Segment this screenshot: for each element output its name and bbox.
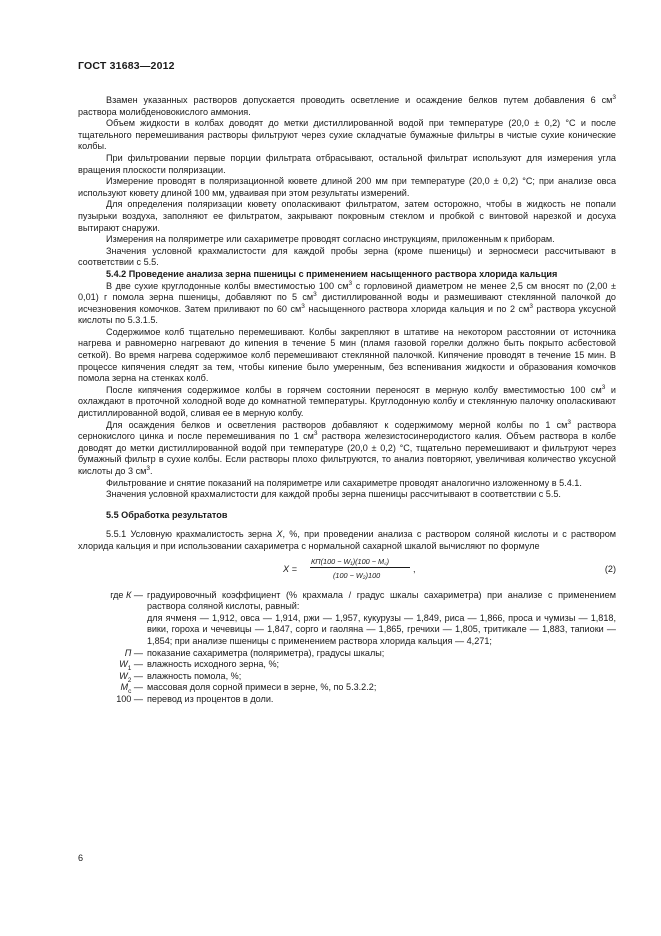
where-item: $W_2$ — влажность помола, %; [119,670,242,684]
formula-number: (2) [604,563,616,574]
page-number: 6 [78,853,84,863]
paragraph: Взамен указанных растворов допускается проводить осветление и осаждение белков путем добавления 6 $см^3$ раствора молибденовокислого аммония. [78,93,616,117]
where-item: П — показание сахариметра (поляриметра), градусы шкалы; [124,647,385,658]
paragraph: Значения условной крахмалистости для каждой пробы зерна пшеницы рассчитывают в соответствии с 5.5. [106,489,561,500]
paragraph: Значения условной крахмалистости для каждой пробы зерна (кроме пшеницы) и зерносмеси рассчитывают в соответствии с 5.5. [78,245,616,268]
document-body [78,95,616,706]
paragraph: При фильтровании первые порции фильтрата отбрасывают, остальной фильтрат используют для измерения угла вращения плоскости поляризации. [78,152,616,175]
where-k-values: для ячменя — 1,912, овса — 1,914, ржи — 1,957, кукурузы — 1,849, риса — 1,866, проса и чумизы — 1,818, вики, гороха и чечевицы — 1,847, сорго и гаоляна — 1,865, гречихи — 1,805, тритикале — 1,883, тапиоки — 1,854; при анализе пшеницы с применением раствора хлорида кальция — 4,271; [147,612,616,646]
formula-denominator: (100 − W₂)100 [333,570,381,580]
where-item: 100 — перевод из процентов в доли. [116,693,274,704]
where-item: $M_c$ — массовая доля сорной примеси в зерне, %, по 5.3.2.2; [120,682,377,696]
paragraph: Измерение проводят в поляризационной кювете длиной 200 мм при температуре (20,0 ± 0,2) °С; при анализе овса используют кювету длиной 100 мм, удваивая при этом результаты измерений. [78,176,616,198]
formula-lhs: X = [283,563,297,574]
document-header: ГОСТ 31683—2012 [78,60,175,72]
paragraph: Объем жидкости в колбах доводят до метки дистиллированной водой при температуре (20,0 ± 0,2) °С и после тщательного перемешивания растворы фильтруют через сухие складчатые бумажные фильтры в чистые сухие конические колбы. [78,118,616,152]
section-heading-5-4-2: 5.4.2 Проведение анализа зерна пшеницы с применением насыщенного раствора хлорида кальция [106,268,558,279]
formula-numerator: КП(100 − W₁)(100 − M꜀) [311,556,390,566]
paragraph: Для осаждения белков и осветления растворов добавляют к содержимому мерной колбы по 1 $см^3$ раствора сернокислого цинка и после перемешивания по 1 $см^3$ раствора железистосинеродистого калия. Объем раствора в колбе доводят до метки дистиллированной водой при температуре (20,0 ± 0,2) °С, тщательно перемешивают и фильтруют через бумажный фильтр в сухие колбы. Если растворы плохо фильтруются, то анализ повторяют, увеличивая количество уксусной кислоты до 3 $см^3$. [78,418,617,476]
paragraph: Фильтрование и снятие показаний на поляриметре или сахариметре проводят аналогично изложенному в 5.4.1. [106,477,582,488]
section-heading-5-5: 5.5 Обработка результатов [106,509,228,520]
formula-trail: , [413,563,416,574]
fraction-bar [310,567,410,568]
paragraph: В две сухие круглодонные колбы вместимостью 100 $см^3$ с горловиной диаметром не менее 2,5 см вносят по (2,00 ± 0,01) г помола зерна пшеницы, добавляют по 5 $см^3$ дистиллированной воды и размешивают стеклянной палочкой до исчезновения комочков. Затем приливают по 60 $см^3$ насыщенного раствора хлорида кальция и по 2 $см^3$ раствора уксусной кислоты по 5.3.1.5. [78,279,616,326]
where-item: $W_1$ — влажность исходного зерна, %; [119,659,280,672]
paragraph: После кипячения содержимое колбы в горячем состоянии переносят в мерную колбу вместимостью 100 $см^3$ и охлаждают в проточной холодной воде до комнатной температуры. Круглодонную колбу и стеклянную палочку ополаскивают дистиллированной водой, сливая ее в мерную колбу. [78,383,616,419]
paragraph: Для определения поляризации кювету ополаскивают фильтратом, затем осторожно, чтобы в жидкость не попали пузырьки воздуха, заполняют ее фильтратом, закрывают покровным стеклом и пробкой с винтовой нарезкой и досуха вытирают снаружи. [78,199,616,233]
formula-2 [78,556,616,586]
where-k: где К — градуировочный коэффициент (% крахмала / градус шкалы сахариметра) при анализе с применением раствора соляной кислоты, равный: [110,589,616,612]
paragraph: 5.5.1 Условную крахмалистость зерна X, %, при проведении анализа с раствором соляной кислоты и с раствором хлорида кальция и при использовании сахариметра с нормальной сахарной шкалой вычисляют по формуле [78,529,617,551]
paragraph: Содержимое колб тщательно перемешивают. Колбы закрепляют в штативе на некотором расстоянии от источника нагрева и равномерно нагревают до кипения в течение 5 мин (пламя газовой горелки должно быть покрыто асбестовой сеткой). Во время нагрева содержимое колб перемешивают стеклянной палочкой. Кипячение проводят в течение 15 мин. В процессе кипячения следят за тем, чтобы кипение было умеренным, без вспенивания жидкости и образования комочков помола зерна на стенках колб. [78,326,616,384]
paragraph: Измерения на поляриметре или сахариметре проводят согласно инструкциям, приложенным к приборам. [106,234,555,245]
